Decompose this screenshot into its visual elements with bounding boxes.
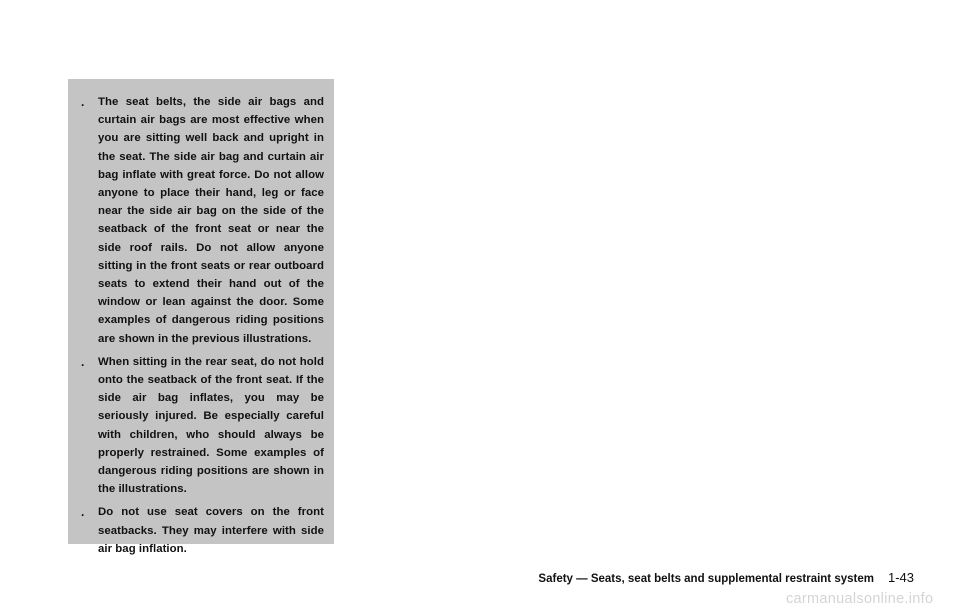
warning-list [81, 93, 324, 558]
section-title: Safety — Seats, seat belts and supplemental restraint system [538, 573, 874, 585]
warning-text: When sitting in the rear seat, do not hold onto the seatback of the front seat. If the side air bag inflates, you may be seriously injured. Be especially careful with children, who should always be properly restrained. Some examples of dangerous riding positions are shown in the illustrations. [98, 355, 324, 496]
bullet-marker: . [81, 95, 85, 109]
list-item [81, 353, 324, 499]
page-number: 1-43 [887, 570, 914, 585]
warning-text: The seat belts, the side air bags and curtain air bags are most effective when you are sitting well back and upright in the seat. The side air bag and curtain air bag inflate with great force. Do not allow anyone to place their hand, leg or face near the side air bag on the side of the seatback of the front seat or near the side roof rails. Do not allow anyone sitting in the front seats or rear outboard seats to extend their hand out of the window or lean against the door. Some examples of dangerous riding positions are shown in the previous illustrations. [98, 96, 324, 345]
warning-text: Do not use seat covers on the front seatbacks. They may interfere with side air bag inflation. [98, 506, 324, 555]
warning-box [68, 79, 334, 555]
bullet-marker: . [81, 505, 85, 520]
watermark: carmanualsonline.info [786, 591, 934, 607]
list-item [81, 93, 324, 348]
list-item [81, 503, 324, 558]
page-footer [490, 570, 914, 585]
bullet-marker: . [81, 354, 85, 369]
